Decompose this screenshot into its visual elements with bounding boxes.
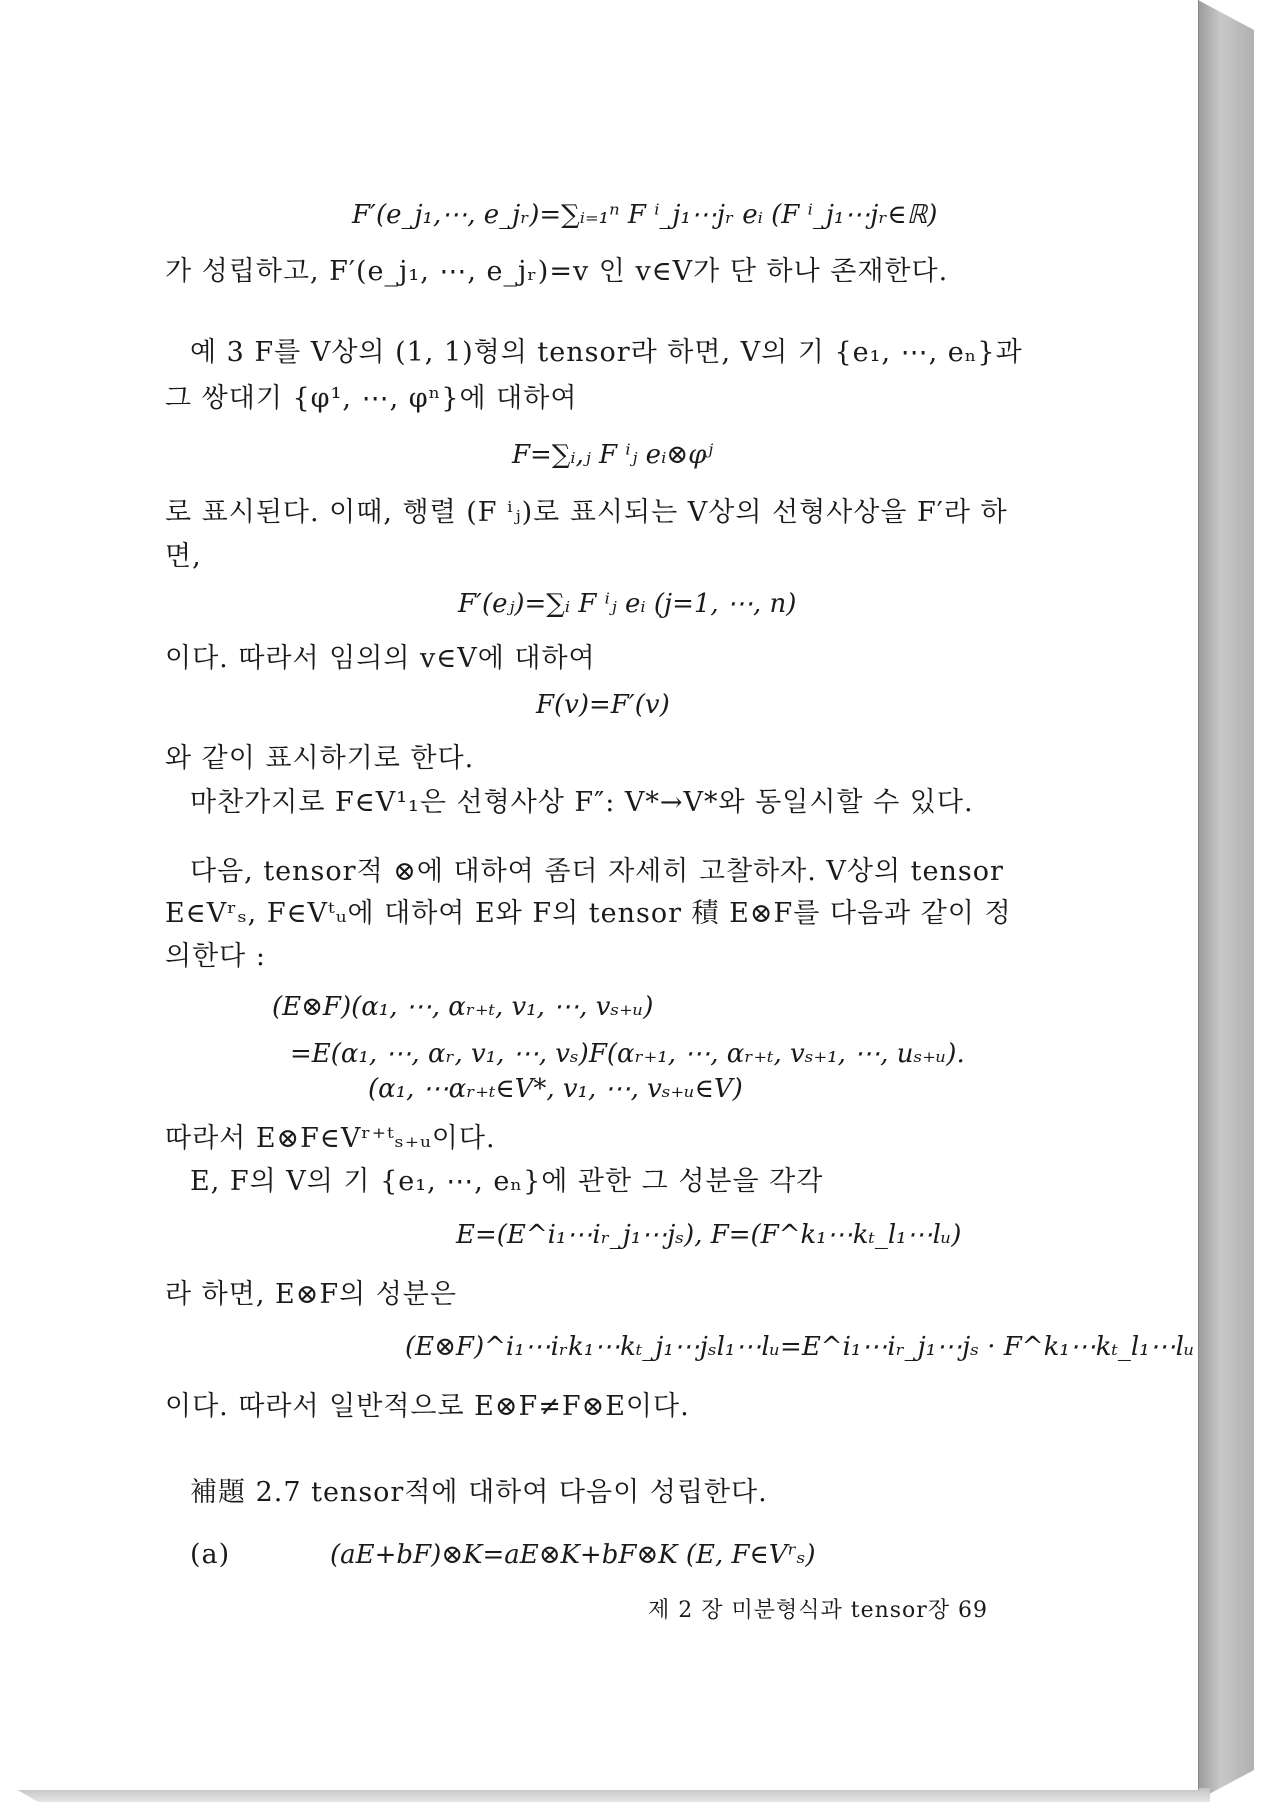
equation-definition-1: (E⊗F)(α₁, ⋯, αᵣ₊ₜ, v₁, ⋯, vₛ₊ᵤ) <box>272 992 654 1022</box>
equation-product-components: (E⊗F)^i₁⋯iᵣk₁⋯kₜ_j₁⋯jₛl₁⋯lᵤ=E^i₁⋯iᵣ_j₁⋯jₛ · F^k₁⋯kₜ_l₁⋯lᵤ <box>405 1332 1195 1362</box>
equation-top: F′(e_j₁,⋯, e_jᵣ)=∑ᵢ₌₁ⁿ F ⁱ_j₁⋯jᵣ eᵢ (F ⁱ_j₁⋯jᵣ∈ℝ) <box>352 200 938 230</box>
equation-definition-2: =E(α₁, ⋯, αᵣ, v₁, ⋯, vₛ)F(αᵣ₊₁, ⋯, αᵣ₊ₜ, vₛ₊₁, ⋯, uₛ₊ᵤ). <box>290 1039 965 1069</box>
book-spine-edge <box>1198 0 1254 1800</box>
paragraph-line: E∈Vʳₛ, F∈Vᵗᵤ에 대하여 E와 F의 tensor 積 E⊗F를 다음과 같이 정 <box>165 898 1012 929</box>
equation-identification: F(v)=F′(v) <box>536 690 670 720</box>
example-3-line-1: 예 3 F를 V상의 (1, 1)형의 tensor라 하면, V의 기 {e₁, ⋯, eₙ}과 <box>190 337 1023 368</box>
text-line: 라 하면, E⊗F의 성분은 <box>165 1279 457 1310</box>
equation-components: E=(E^i₁⋯iᵣ_j₁⋯jₛ), F=(F^k₁⋯kₜ_l₁⋯lᵤ) <box>456 1220 962 1250</box>
equation-linear-map: F′(eⱼ)=∑ᵢ F ⁱⱼ eᵢ (j=1, ⋯, n) <box>458 589 797 619</box>
text-line: 로 표시된다. 이때, 행렬 (F ⁱⱼ)로 표시되는 V상의 선형사상을 F′라 하 <box>165 497 1008 528</box>
text-line: 이다. 따라서 임의의 v∈V에 대하여 <box>165 643 596 674</box>
equation-definition-3: (α₁, ⋯αᵣ₊ₜ∈V*, v₁, ⋯, vₛ₊ᵤ∈V) <box>368 1074 743 1104</box>
text-line: E, F의 V의 기 {e₁, ⋯, eₙ}에 관한 그 성분을 각각 <box>190 1166 824 1197</box>
equation-tensor-expansion: F=∑ᵢ,ⱼ F ⁱⱼ eᵢ⊗φʲ <box>512 440 714 470</box>
text-line: 이다. 따라서 일반적으로 E⊗F≠F⊗E이다. <box>165 1391 690 1422</box>
text-line: 면, <box>165 541 202 572</box>
example-3-line-2: 그 쌍대기 {φ¹, ⋯, φⁿ}에 대하여 <box>165 383 578 414</box>
page-footer: 제 2 장 미분형식과 tensor장 69 <box>648 1598 989 1623</box>
text-line: 와 같이 표시하기로 한다. <box>165 743 475 774</box>
item-equation: (aE+bF)⊗K=aE⊗K+bF⊗K (E, F∈Vʳₛ) <box>330 1540 816 1570</box>
paragraph-line: 의한다 : <box>165 941 266 972</box>
paragraph-line: 다음, tensor적 ⊗에 대하여 좀더 자세히 고찰하자. V상의 tensor <box>190 856 1004 887</box>
text-line: 따라서 E⊗F∈Vʳ⁺ᵗₛ₊ᵤ이다. <box>165 1123 496 1154</box>
book-bottom-edge <box>14 1788 1210 1802</box>
text-line: 가 성립하고, F′(e_j₁, ⋯, e_jᵣ)=v 인 v∈V가 단 하나 존재한다. <box>165 256 949 287</box>
item-label: (a) <box>190 1539 231 1570</box>
lemma-heading: 補題 2.7 tensor적에 대하여 다음이 성립한다. <box>190 1477 768 1508</box>
text-line: 마찬가지로 F∈V¹₁은 선형사상 F″: V*→V*와 동일시할 수 있다. <box>190 787 974 818</box>
